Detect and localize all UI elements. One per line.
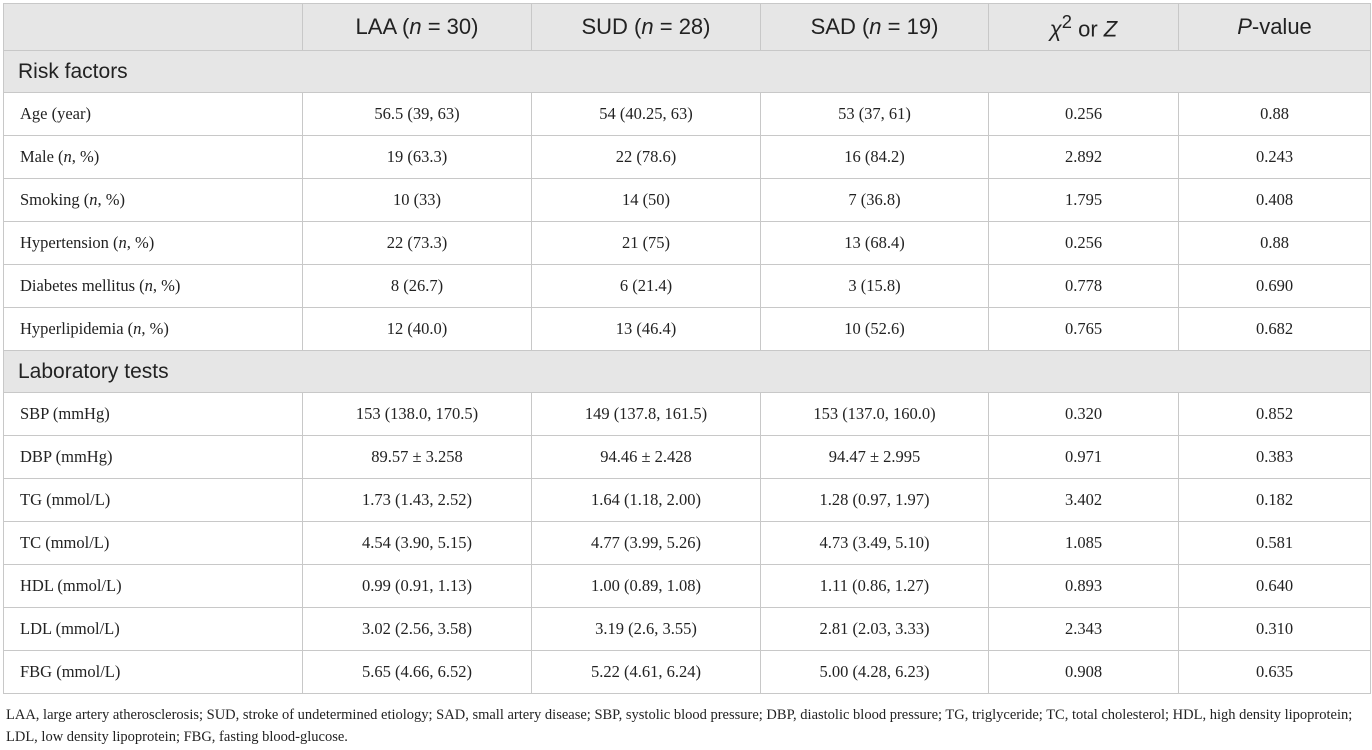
laa-cell: 19 (63.3) [303, 136, 532, 179]
table-row [4, 179, 1371, 222]
statistic-cell: 0.256 [989, 93, 1179, 136]
sad-cell: 3 (15.8) [761, 265, 989, 308]
table-row [4, 565, 1371, 608]
p-value-cell: 0.310 [1179, 608, 1371, 651]
p-value-cell: 0.852 [1179, 393, 1371, 436]
p-value-cell: 0.640 [1179, 565, 1371, 608]
sad-cell: 153 (137.0, 160.0) [761, 393, 989, 436]
statistic-cell: 0.908 [989, 651, 1179, 694]
row-label-cell: SBP (mmHg) [4, 393, 303, 436]
laa-cell: 8 (26.7) [303, 265, 532, 308]
sad-cell: 2.81 (2.03, 3.33) [761, 608, 989, 651]
statistic-cell: 0.765 [989, 308, 1179, 351]
statistic-cell: 2.343 [989, 608, 1179, 651]
laa-cell: 153 (138.0, 170.5) [303, 393, 532, 436]
table-row [4, 308, 1371, 351]
header-sud: SUD (n = 28) [532, 4, 761, 51]
row-label-cell: Male (n, %) [4, 136, 303, 179]
sad-cell: 7 (36.8) [761, 179, 989, 222]
laa-cell: 5.65 (4.66, 6.52) [303, 651, 532, 694]
sad-cell: 1.28 (0.97, 1.97) [761, 479, 989, 522]
p-value-cell: 0.635 [1179, 651, 1371, 694]
sud-cell: 1.00 (0.89, 1.08) [532, 565, 761, 608]
table-row [4, 479, 1371, 522]
p-value-cell: 0.383 [1179, 436, 1371, 479]
sud-cell: 14 (50) [532, 179, 761, 222]
header-sad: SAD (n = 19) [761, 4, 989, 51]
header-blank [4, 4, 303, 51]
table-body [4, 51, 1371, 694]
section-row [4, 51, 1371, 93]
p-value-cell: 0.182 [1179, 479, 1371, 522]
sud-cell: 6 (21.4) [532, 265, 761, 308]
statistic-cell: 0.893 [989, 565, 1179, 608]
statistic-cell: 1.795 [989, 179, 1179, 222]
p-value-cell: 0.682 [1179, 308, 1371, 351]
table-row [4, 265, 1371, 308]
sud-cell: 54 (40.25, 63) [532, 93, 761, 136]
row-label-cell: Diabetes mellitus (n, %) [4, 265, 303, 308]
row-label-cell: TG (mmol/L) [4, 479, 303, 522]
laa-cell: 3.02 (2.56, 3.58) [303, 608, 532, 651]
row-label-cell: LDL (mmol/L) [4, 608, 303, 651]
row-label-cell: Smoking (n, %) [4, 179, 303, 222]
table-row [4, 222, 1371, 265]
sad-cell: 10 (52.6) [761, 308, 989, 351]
row-label-cell: TC (mmol/L) [4, 522, 303, 565]
sud-cell: 94.46 ± 2.428 [532, 436, 761, 479]
header-row [4, 4, 1371, 51]
sud-cell: 22 (78.6) [532, 136, 761, 179]
data-table [3, 3, 1371, 694]
header-p-value: P-value [1179, 4, 1371, 51]
row-label-cell: Hypertension (n, %) [4, 222, 303, 265]
p-value-cell: 0.243 [1179, 136, 1371, 179]
sad-cell: 5.00 (4.28, 6.23) [761, 651, 989, 694]
sad-cell: 4.73 (3.49, 5.10) [761, 522, 989, 565]
sad-cell: 1.11 (0.86, 1.27) [761, 565, 989, 608]
statistic-cell: 0.971 [989, 436, 1179, 479]
sud-cell: 149 (137.8, 161.5) [532, 393, 761, 436]
section-title: Laboratory tests [4, 351, 1371, 393]
sud-cell: 13 (46.4) [532, 308, 761, 351]
header-laa: LAA (n = 30) [303, 4, 532, 51]
p-value-cell: 0.581 [1179, 522, 1371, 565]
p-value-cell: 0.408 [1179, 179, 1371, 222]
laa-cell: 4.54 (3.90, 5.15) [303, 522, 532, 565]
statistic-cell: 0.320 [989, 393, 1179, 436]
header-statistic: $\chi^2$ or Z [989, 4, 1179, 51]
statistic-cell: 0.778 [989, 265, 1179, 308]
row-label-cell: HDL (mmol/L) [4, 565, 303, 608]
statistic-cell: 1.085 [989, 522, 1179, 565]
sad-cell: 16 (84.2) [761, 136, 989, 179]
table-row [4, 651, 1371, 694]
statistic-cell: 2.892 [989, 136, 1179, 179]
laa-cell: 56.5 (39, 63) [303, 93, 532, 136]
p-value-cell: 0.88 [1179, 222, 1371, 265]
table-row [4, 93, 1371, 136]
row-label-cell: DBP (mmHg) [4, 436, 303, 479]
laa-cell: 10 (33) [303, 179, 532, 222]
table-row [4, 393, 1371, 436]
table-row [4, 522, 1371, 565]
laa-cell: 22 (73.3) [303, 222, 532, 265]
laa-cell: 12 (40.0) [303, 308, 532, 351]
sad-cell: 53 (37, 61) [761, 93, 989, 136]
table-row [4, 136, 1371, 179]
table-row [4, 608, 1371, 651]
laa-cell: 89.57 ± 3.258 [303, 436, 532, 479]
table-row [4, 436, 1371, 479]
p-value-cell: 0.88 [1179, 93, 1371, 136]
sud-cell: 1.64 (1.18, 2.00) [532, 479, 761, 522]
p-value-cell: 0.690 [1179, 265, 1371, 308]
table-footnote: LAA, large artery atherosclerosis; SUD, stroke of undetermined etiology; SAD, small artery disease; SBP, systolic blood pressure; DBP, diastolic blood pressure; TG, triglyceride; TC, total cholesterol; HDL, high density lipoprotein; LDL, low density lipoprotein; FBG, fasting blood-glucose. [6, 707, 1353, 745]
sud-cell: 21 (75) [532, 222, 761, 265]
row-label-cell: Hyperlipidemia (n, %) [4, 308, 303, 351]
sad-cell: 94.47 ± 2.995 [761, 436, 989, 479]
sad-cell: 13 (68.4) [761, 222, 989, 265]
section-row [4, 351, 1371, 393]
statistic-cell: 0.256 [989, 222, 1179, 265]
section-title: Risk factors [4, 51, 1371, 93]
sud-cell: 3.19 (2.6, 3.55) [532, 608, 761, 651]
sud-cell: 4.77 (3.99, 5.26) [532, 522, 761, 565]
row-label-cell: FBG (mmol/L) [4, 651, 303, 694]
laa-cell: 1.73 (1.43, 2.52) [303, 479, 532, 522]
statistic-cell: 3.402 [989, 479, 1179, 522]
row-label-cell: Age (year) [4, 93, 303, 136]
sud-cell: 5.22 (4.61, 6.24) [532, 651, 761, 694]
laa-cell: 0.99 (0.91, 1.13) [303, 565, 532, 608]
